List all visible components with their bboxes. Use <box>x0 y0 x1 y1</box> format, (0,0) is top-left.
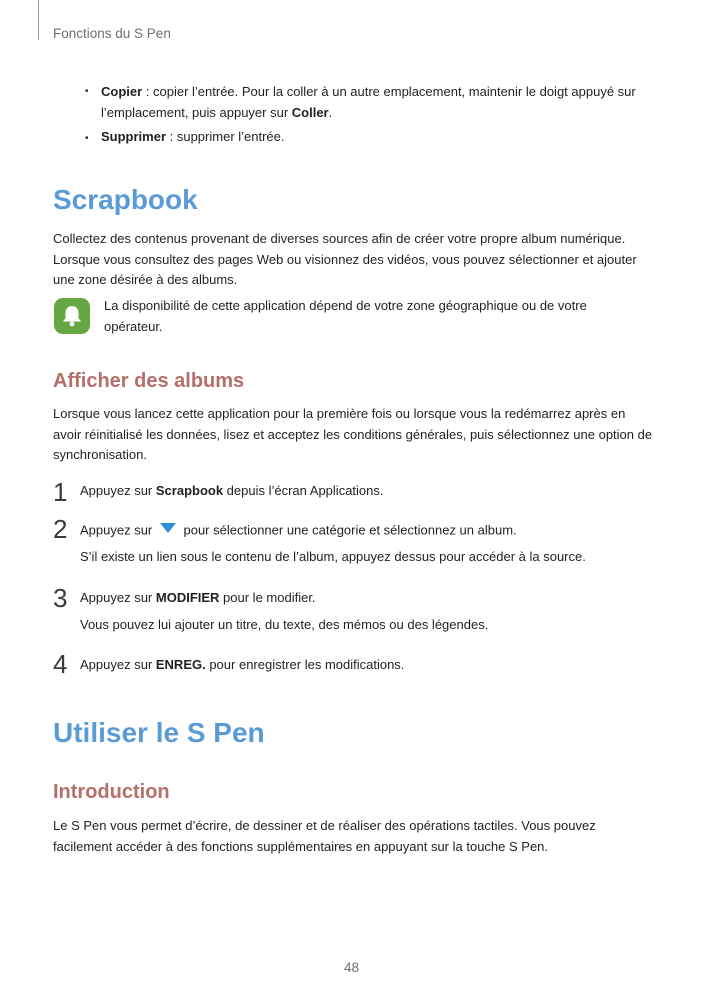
step-number: 3 <box>53 583 68 613</box>
step-3-post: pour le modifier. <box>219 590 316 605</box>
section-title-introduction: Introduction <box>53 781 170 803</box>
step-2-post: pour sélectionner une catégorie et sélectionnez un album. <box>179 522 517 538</box>
step-4-pre: Appuyez sur <box>80 657 156 672</box>
step-1-pre: Appuyez sur <box>80 483 156 498</box>
step-2-detail: S’il existe un lien sous le contenu de l’album, appuyez dessus pour accéder à la source. <box>80 549 586 564</box>
section-title-albums: Afficher des albums <box>53 370 245 392</box>
header-rule <box>38 0 39 40</box>
bullet-copier-text: : copier l’entrée. Pour la coller à un autre emplacement, maintenir le doigt appuyé sur l’emplacement, puis appuyer sur <box>101 84 636 120</box>
section-title-spen: Utiliser le S Pen <box>53 717 265 748</box>
availability-note: La disponibilité de cette application dépend de votre zone géographique ou de votre opérateur. <box>104 298 587 334</box>
scrapbook-intro: Collectez des contenus provenant de diverses sources afin de créer votre propre album numérique. Lorsque vous consultez des pages Web ou visionnez des vidéos, vous pouvez sélectionner et ajouter une zone désirée à des albums. <box>53 231 637 287</box>
term-copier: Copier <box>101 84 143 99</box>
bullet-supprimer-text: : supprimer l’entrée. <box>166 129 285 144</box>
step-1 <box>80 481 660 502</box>
notification-bell-icon <box>54 298 90 334</box>
bullet-dot: • <box>85 86 89 97</box>
albums-intro: Lorsque vous lancez cette application pour la première fois ou lorsque vous la redémarrez après en avoir réinitialisé les données, lisez et acceptez les conditions générales, puis sélectionnez une option de synchronisation. <box>53 406 653 462</box>
term-modifier: MODIFIER <box>155 590 220 605</box>
step-2-pre: Appuyez sur <box>80 522 156 538</box>
step-1-post: depuis l’écran Applications. <box>223 483 384 498</box>
step-number: 1 <box>53 477 68 507</box>
section-title-scrapbook: Scrapbook <box>53 184 198 215</box>
step-number: 2 <box>53 514 68 544</box>
bullet-dot: • <box>85 133 89 144</box>
running-header: Fonctions du S Pen <box>53 26 171 41</box>
dropdown-triangle-icon <box>159 520 177 541</box>
bullet-supprimer <box>101 127 661 148</box>
bullet-copier-end: . <box>328 104 333 120</box>
step-4 <box>80 655 660 676</box>
term-supprimer: Supprimer <box>101 129 167 144</box>
term-coller: Coller <box>291 104 329 120</box>
term-scrapbook: Scrapbook <box>155 483 224 498</box>
term-enreg: ENREG. <box>155 657 206 672</box>
step-4-post: pour enregistrer les modifications. <box>205 657 405 672</box>
step-number: 4 <box>53 649 68 679</box>
bullet-copier <box>101 82 661 123</box>
step-2 <box>80 520 660 543</box>
spen-intro: Le S Pen vous permet d’écrire, de dessiner et de réaliser des opérations tactiles. Vous pouvez facilement accéder à des fonctions supplémentaires en appuyant sur la touche S Pen. <box>53 818 596 854</box>
page-number: 48 <box>343 960 360 975</box>
step-3 <box>80 588 660 609</box>
step-3-detail: Vous pouvez lui ajouter un titre, du texte, des mémos ou des légendes. <box>80 617 489 632</box>
step-3-pre: Appuyez sur <box>80 590 156 605</box>
